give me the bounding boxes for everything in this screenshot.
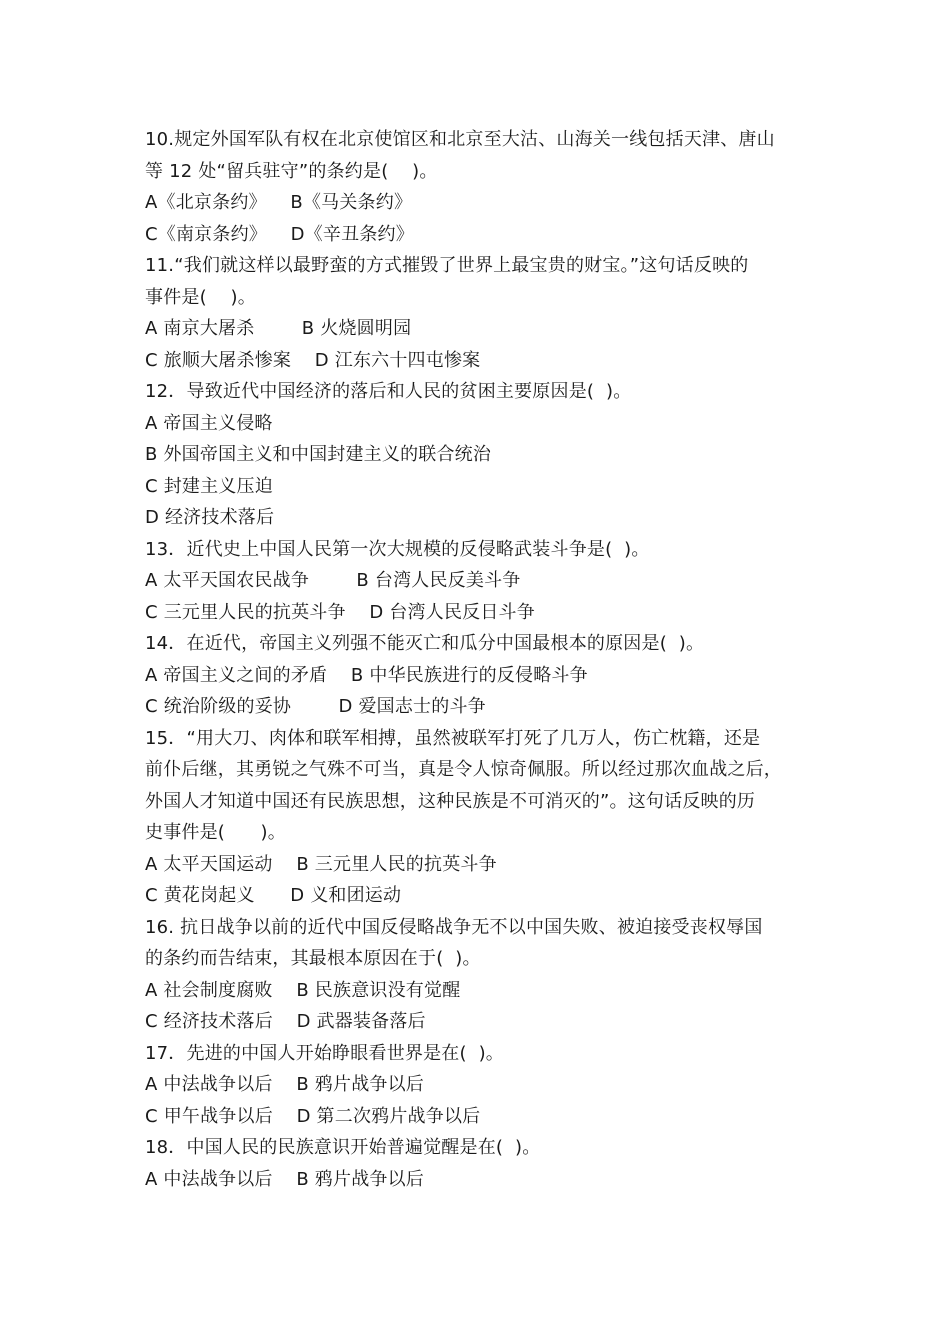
- text-line: 事件是( )。: [145, 286, 256, 308]
- text-line: 16. 抗日战争以前的近代中国反侵略战争无不以中国失败、被迫接受丧权辱国: [145, 916, 763, 938]
- text-line: A 帝国主义侵略: [145, 412, 273, 434]
- text-line: D 经济技术落后: [145, 507, 275, 528]
- text-line: C《南京条约》 D《辛丑条约》: [145, 223, 414, 245]
- text-line: 18．中国人民的民族意识开始普遍觉醒是在( )。: [145, 1137, 541, 1158]
- text-line: 的条约而告结束，其最根本原因在于( )。: [145, 948, 481, 969]
- text-line: A 中法战争以后 B 鸦片战争以后: [145, 1074, 424, 1095]
- text-line: 外国人才知道中国还有民族思想，这种民族是不可消灭的”。这句话反映的历: [145, 790, 756, 812]
- text-line: A 社会制度腐败 B 民族意识没有觉醒: [145, 979, 461, 1001]
- text-line: 前仆后继，其勇锐之气殊不可当，真是令人惊奇佩服。所以经过那次血战之后，: [145, 759, 782, 780]
- text-line: A 太平天国农民战争 B 台湾人民反美斗争: [145, 570, 521, 591]
- text-line: C 统治阶级的妥协 D 爱国志士的斗争: [145, 696, 486, 717]
- text-line: B 外国帝国主义和中国封建主义的联合统治: [145, 444, 492, 465]
- text-line: A 南京大屠杀 B 火烧圆明园: [145, 318, 412, 339]
- text-line: 11.“我们就这样以最野蛮的方式摧毁了世界上最宝贵的财宝。”这句话反映的: [145, 255, 749, 276]
- text-line: 17．先进的中国人开始睁眼看世界是在( )。: [145, 1042, 504, 1064]
- text-line: A 太平天国运动 B 三元里人民的抗英斗争: [145, 853, 497, 875]
- text-line: C 经济技术落后 D 武器装备落后: [145, 1011, 426, 1032]
- text-line: A《北京条约》 B《马关条约》: [145, 192, 413, 213]
- text-line: A 帝国主义之间的矛盾 B 中华民族进行的反侵略斗争: [145, 664, 588, 686]
- text-line: 12．导致近代中国经济的落后和人民的贫困主要原因是( )。: [145, 381, 632, 402]
- text-line: 14．在近代，帝国主义列强不能灭亡和瓜分中国最根本的原因是( )。: [145, 633, 705, 654]
- document-body: [145, 124, 815, 1195]
- text-line: 等 12 处“留兵驻守”的条约是( )。: [145, 160, 438, 182]
- text-line: 15．“用大刀、肉体和联军相搏，虽然被联军打死了几万人，伤亡枕籍，还是: [145, 727, 761, 749]
- text-line: 10.规定外国军队有权在北京使馆区和北京至大沽、山海关一线包括天津、唐山: [145, 129, 775, 150]
- text-line: C 黄花岗起义 D 义和团运动: [145, 885, 402, 906]
- text-line: 13．近代史上中国人民第一次大规模的反侵略武装斗争是( )。: [145, 538, 650, 560]
- text-line: C 封建主义压迫: [145, 475, 273, 497]
- text-line: C 三元里人民的抗英斗争 D 台湾人民反日斗争: [145, 601, 535, 623]
- text-line: 史事件是( )。: [145, 822, 286, 843]
- text-line: C 甲午战争以后 D 第二次鸦片战争以后: [145, 1105, 481, 1127]
- text-line: C 旅顺大屠杀惨案 D 江东六十四屯惨案: [145, 349, 481, 371]
- text-line: A 中法战争以后 B 鸦片战争以后: [145, 1168, 424, 1190]
